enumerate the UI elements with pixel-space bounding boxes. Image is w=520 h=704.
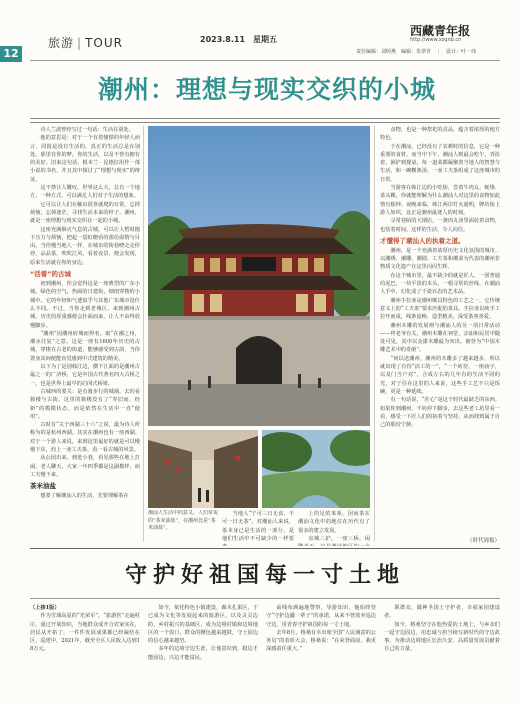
caption-tea: 潮汕人生活中的意义。人们常说的“茶米油盐”，在潮州比是“茶米油盐”。 xyxy=(148,510,218,531)
section-en: TOUR xyxy=(85,36,123,50)
bottom-column-3 xyxy=(266,604,376,700)
paragraph: 东城三护，一座三桥，闲 xyxy=(308,535,370,542)
paragraph: 前线布满遍地警察，导游知识，他始终坚守“守护边疆一辈子”的承诺，从来不曾放弃巡边守边，用青春守护祖国的每一寸土地。 xyxy=(266,605,376,628)
section-label xyxy=(48,34,123,51)
paragraph: 潮州手拉壶是潮州颇具特色的工艺之一，它传统意义上的“工夫茶”要求匹配的茶具。手拉壶以纯手工拉坯而成，线条流畅，造型精美，深受茶客喜爱。 xyxy=(380,297,500,321)
old-street-illustration xyxy=(148,430,258,508)
paragraph: 从公园出来，到迸小巷，看见那些在地上打闹、老人聊天，大家一年四季都是这副模样，而工夫慢下来。 xyxy=(30,455,140,478)
headline: 潮州：理想与现实交织的小城 xyxy=(97,75,436,104)
column-divider xyxy=(143,126,144,542)
paragraph: 食物，也是一种祭祀的贡品，蕴含着浓厚的地方特色。 xyxy=(380,127,500,142)
continued-from: （上接1版） xyxy=(30,605,60,611)
header-rule xyxy=(30,60,500,61)
subheading-tea: 茶米油盐 xyxy=(30,482,56,491)
photo-river-view xyxy=(262,430,370,508)
paragraph: 去年8月，格桑有幸出席全国“人民满意的公务员”的表彰大会，格桑说：“在荣誉面前，我更深感责任重大。” xyxy=(266,629,376,653)
paragraph: 多年的边境守边生涯，让他意识到，稳边才能固边，兴边才能富民。 xyxy=(148,646,258,661)
section-rule xyxy=(30,548,500,549)
paragraph: 当游客在韩江边的小吃街，尝着牛肉丸、蚝烙、菜头粿，你就能理解为什么潮汕人对这里的食物如此情有独钟。夜晚来临，韩江两岸灯火通明，牌坊街上游人如织，这正是潮州最迷人的时刻。 xyxy=(380,185,500,216)
paragraph: 古时有“关于西湖三十六”之说，最为诗人所称为的是杭州西湖。其实在潮州也有一座西湖。对于一个游人来说，来到这里最好的就是可以慢慢下东，泡上一壶工夫茶，看一看古城的风景。 xyxy=(30,422,140,453)
article-column-2 xyxy=(222,510,294,546)
bottom-column-2 xyxy=(148,604,258,700)
article-column-3 xyxy=(298,510,370,546)
paragraph: 想要了解潮汕人的生活，先要理解茶在 xyxy=(40,493,129,500)
paragraph: 这座充满烟火气息的古城，可以让人暂时抛下压力与烦恼，把起一袋盯瞪看的那份温情与目由。当你慢当地人一样，在城市的街巷晓走走停停，品品茶，吹吹江风，看着夜景，便会发现，原来生活就在你的身边。 xyxy=(30,226,140,266)
section-cn: 旅游 xyxy=(48,36,75,50)
editor-credits: 责任编辑：刘婷燕 编辑：朱翠青 ｜ 设计：叶一玮 xyxy=(356,49,477,55)
paper-url: http://www.xzqnb.cn xyxy=(410,37,462,43)
bottom-column-1 xyxy=(30,604,140,700)
paragraph: 潮州，是一个充满着浓厚历史文化氛围的城市。以潮绣、潮雕、潮剧、工夫茶和潮菜为代表的潮州非物质文化遗产在这里闪闪生辉。 xyxy=(380,247,500,271)
paragraph: 以下为了是别韩江边，横下江面的是潮州古最之一的广济桥，它是中国古代著名四大古桥之一，也是世界上最早的启闭式桥梁。 xyxy=(30,364,140,387)
divider: | xyxy=(77,36,83,50)
paragraph: 寻常巷陌的大钢店，一盏肉丸汤里面装着食物，也装着时间。这样的生活，令人向往。 xyxy=(380,218,500,233)
paragraph: 古城西的要关：是有骑步行的城墙，去的看骑楼与古街。这里的骑楼没有了“寿旧而，经新”的模模状态，而是依然在生活中一直“使用”。 xyxy=(30,388,140,420)
paragraph: 职群众，做神圣国土守护者，幸福家园建设者。 xyxy=(384,605,500,620)
paragraph: 如今，依托特色小镇建设，森木扎果区，于已成为文化等发展起来的旅游区，以及灵灵边防，乡村振兴的基础区，成为边境村镇和边境地区的一个窗口，群众的腰包越来越鼓，守土固边的信心越来越坚。 xyxy=(148,605,258,645)
page-number: 12 xyxy=(0,46,22,62)
col1-paragraphs xyxy=(30,126,140,267)
paragraph: 上的足的苯系，因而茶在潮汕文化中的地位在历代有了很多的建立发展。 xyxy=(298,511,370,534)
byline: （时代周报） xyxy=(466,538,500,544)
column-divider xyxy=(374,126,375,542)
bottom-rule xyxy=(30,598,500,599)
paragraph: 初到潮州，你会觉得这是一座典型的广东小城。绿色的空气，热闹的日建街，细雨穿梭的小城中。它的年轻和气透似乎与其他广东城市没什么不同。不过，当你走到老城区，来到潮州古城，历史的厚重感便会扑面而来，让人不由得放慢脚步。 xyxy=(30,281,140,329)
paper-name: 西藏青年报 xyxy=(410,24,471,38)
paragraph: 他的意思是：对于一个有着憧憬的年轻人而言，周围是没有生活的。真正的生活总是在别处。那里有你的梦，你的生活，以及不曾有拥有的美好。旧来这句话，根本兰 · 昆德拉用作一部小说的书名，并且其中探讨了“理想与现实”的辩证。 xyxy=(30,135,140,183)
issue-date: 2023.8.11 星期五 xyxy=(200,35,278,44)
paragraph: 于在潮汕，已经没有了农耕时的信息，它是一种重要的食材，而当中下午，潮汕人则最会吃午，青沿着，锅铲到餐桌，每一道菜都凝聚着当地人的智慧与生活，和一碗粿条汤、一壶工夫茶组成了这座城市的日常。 xyxy=(380,143,500,183)
paragraph: 它可以让人们在触出很喜就爬的日常，忘掉烦恼，忘掉迷茫，寻找生活本来的样子。潮州，就是一座理想与现实交织在一起的小城。 xyxy=(30,201,140,225)
paragraph: “何以送潮州，潮州的木雕多了越来越多，所以就出现了有待“活工的一”，“一个砖窑，一座庙宇，以及门当户对”，合成左右的几年有的生活不同的光，对于住在这里的人来说，这些手工艺不只是饭碗，更是一种延续。 xyxy=(380,355,500,395)
river-view-illustration xyxy=(262,430,370,508)
headline-rule xyxy=(30,118,500,123)
col1b-paragraphs xyxy=(30,280,140,479)
paragraph: “潮州”因潮州府城而得名。取“在潮之州，潮水往复”之意。这是一座有1600年历史的古城，穿梭在古老的街道，能够感受到古韵，当你置身其间便能直觉感到中式建筑的精美。 xyxy=(30,330,140,362)
paragraph: 有一句话说，“匠心”是这个时代最缺乏的东西。如果你到潮州，不妨停下脚步，去这些老工坊里看一看，感受一下匠人们的执着与坚持，从而找到属于自己的那份宁静。 xyxy=(380,397,500,429)
photo-gate-tower xyxy=(148,126,370,426)
subheading-craft: 才懂得了潮汕人的执着之道。 xyxy=(380,236,465,245)
bottom-column-4 xyxy=(384,604,500,700)
article-column-1 xyxy=(30,126,140,542)
paragraph: 潮州木雕的发展则与潮汕人的另一项日常活动——拜老爷有关。潮州木雕在祠堂、宗庙和民居中随处可见，其中以金漆木雕最为突出，被誉为“中国木雕艺术中的奇葩”。 xyxy=(380,322,500,354)
paragraph: 这不禁让人慨叹，世界这么大，总有一个地方，一种方式，可以满足人们对于生活的想象。 xyxy=(30,185,140,200)
bottom-headline: 守护好祖国每一寸土地 xyxy=(124,562,405,588)
paragraph: 作为雪域高原的“光荣军”，“旅游医”走遍村庄，通过开展知识，当地群众成开合农家实在，居民从开拓了，一件件发展成果都已经凝结在区，巡逻中，2021年，截至全区人民收入达到18万元。 xyxy=(30,613,140,653)
paragraph: 如今，格桑坚守在他热爱的土地上，与乡亲们一起守边固边，用忠诚与担当续写新时代的守边故事，为推动边境地区长治久安、高质量发展贡献着自己的力量。 xyxy=(384,621,500,653)
paragraph: 诗人兰波曾经写过一句话：生活在别处。 xyxy=(40,127,134,133)
paragraph: 在这个城市里，最不缺少的就是匠人，一团普通的泥巴，一块平淡的木头，一根寻常的丝线，在潮汕人手中，幻化成了千姿百态的艺术品。 xyxy=(380,272,500,296)
gate-tower-illustration xyxy=(148,126,370,426)
subheading-living-city: “活着”的古城 xyxy=(30,270,72,279)
article-column-4 xyxy=(380,126,500,534)
photo-old-street xyxy=(148,430,258,508)
paragraph: 当地人“宁可三日无食，不可一日无茶”，对潮汕人来说，茶本身已是生活的一部分，是他们生活中不可缺少的一样要 xyxy=(222,511,294,542)
